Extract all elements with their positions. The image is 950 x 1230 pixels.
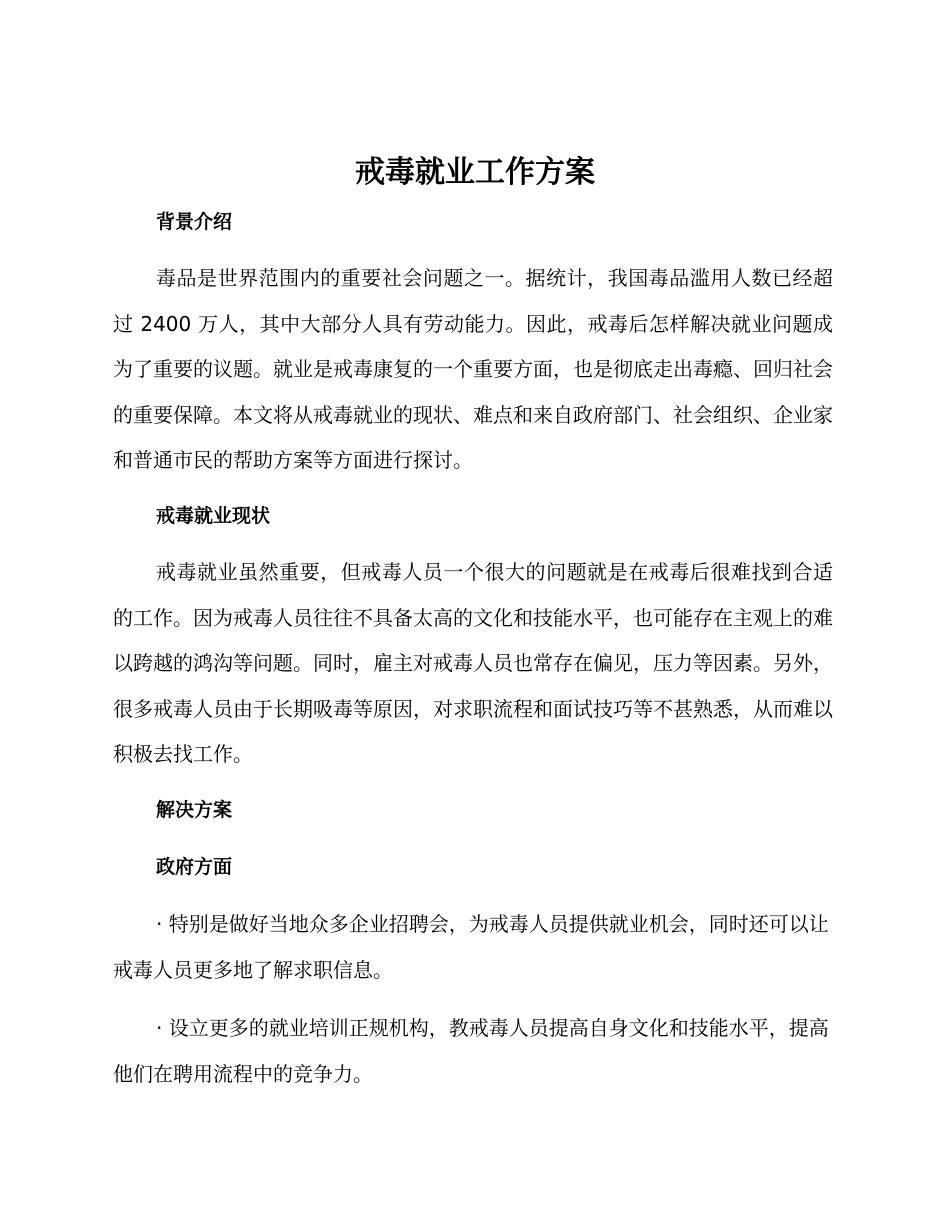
bullet-item-training: · 设立更多的就业培训正规机构，教戒毒人员提高自身文化和技能水平，提高他们在聘用流程中的竞争力。: [113, 1016, 829, 1086]
section-heading-status: 戒毒就业现状: [156, 505, 271, 527]
bullet-item-job-fair: · 特别是做好当地众多企业招聘会，为戒毒人员提供就业机会，同时还可以让戒毒人员更多地了解求职信息。: [113, 912, 829, 982]
section-heading-solutions: 解决方案: [156, 799, 233, 821]
subsection-heading-government: 政府方面: [156, 856, 233, 878]
paragraph-status: 戒毒就业虽然重要，但戒毒人员一个很大的问题就是在戒毒后很难找到合适的工作。因为戒毒人员往往不具备太高的文化和技能水平，也可能存在主观上的难以跨越的鸿沟等问题。同时，雇主对戒毒人员也常存在偏见，压力等因素。另外，很多戒毒人员由于长期吸毒等原因，对求职流程和面试技巧等不甚熟悉，从而难以积极去找工作。: [113, 560, 833, 766]
document-title: 戒毒就业工作方案: [355, 155, 595, 190]
paragraph-background: 毒品是世界范围内的重要社会问题之一。据统计，我国毒品滥用人数已经超过 2400 万人，其中大部分人具有劳动能力。因此，戒毒后怎样解决就业问题成为了重要的议题。就业是戒毒康复的一个重要方面，也是彻底走出毒瘾、回归社会的重要保障。本文将从戒毒就业的现状、难点和来自政府部门、社会组织、企业家和普通市民的帮助方案等方面进行探讨。: [113, 266, 833, 472]
section-heading-background: 背景介绍: [156, 211, 233, 233]
